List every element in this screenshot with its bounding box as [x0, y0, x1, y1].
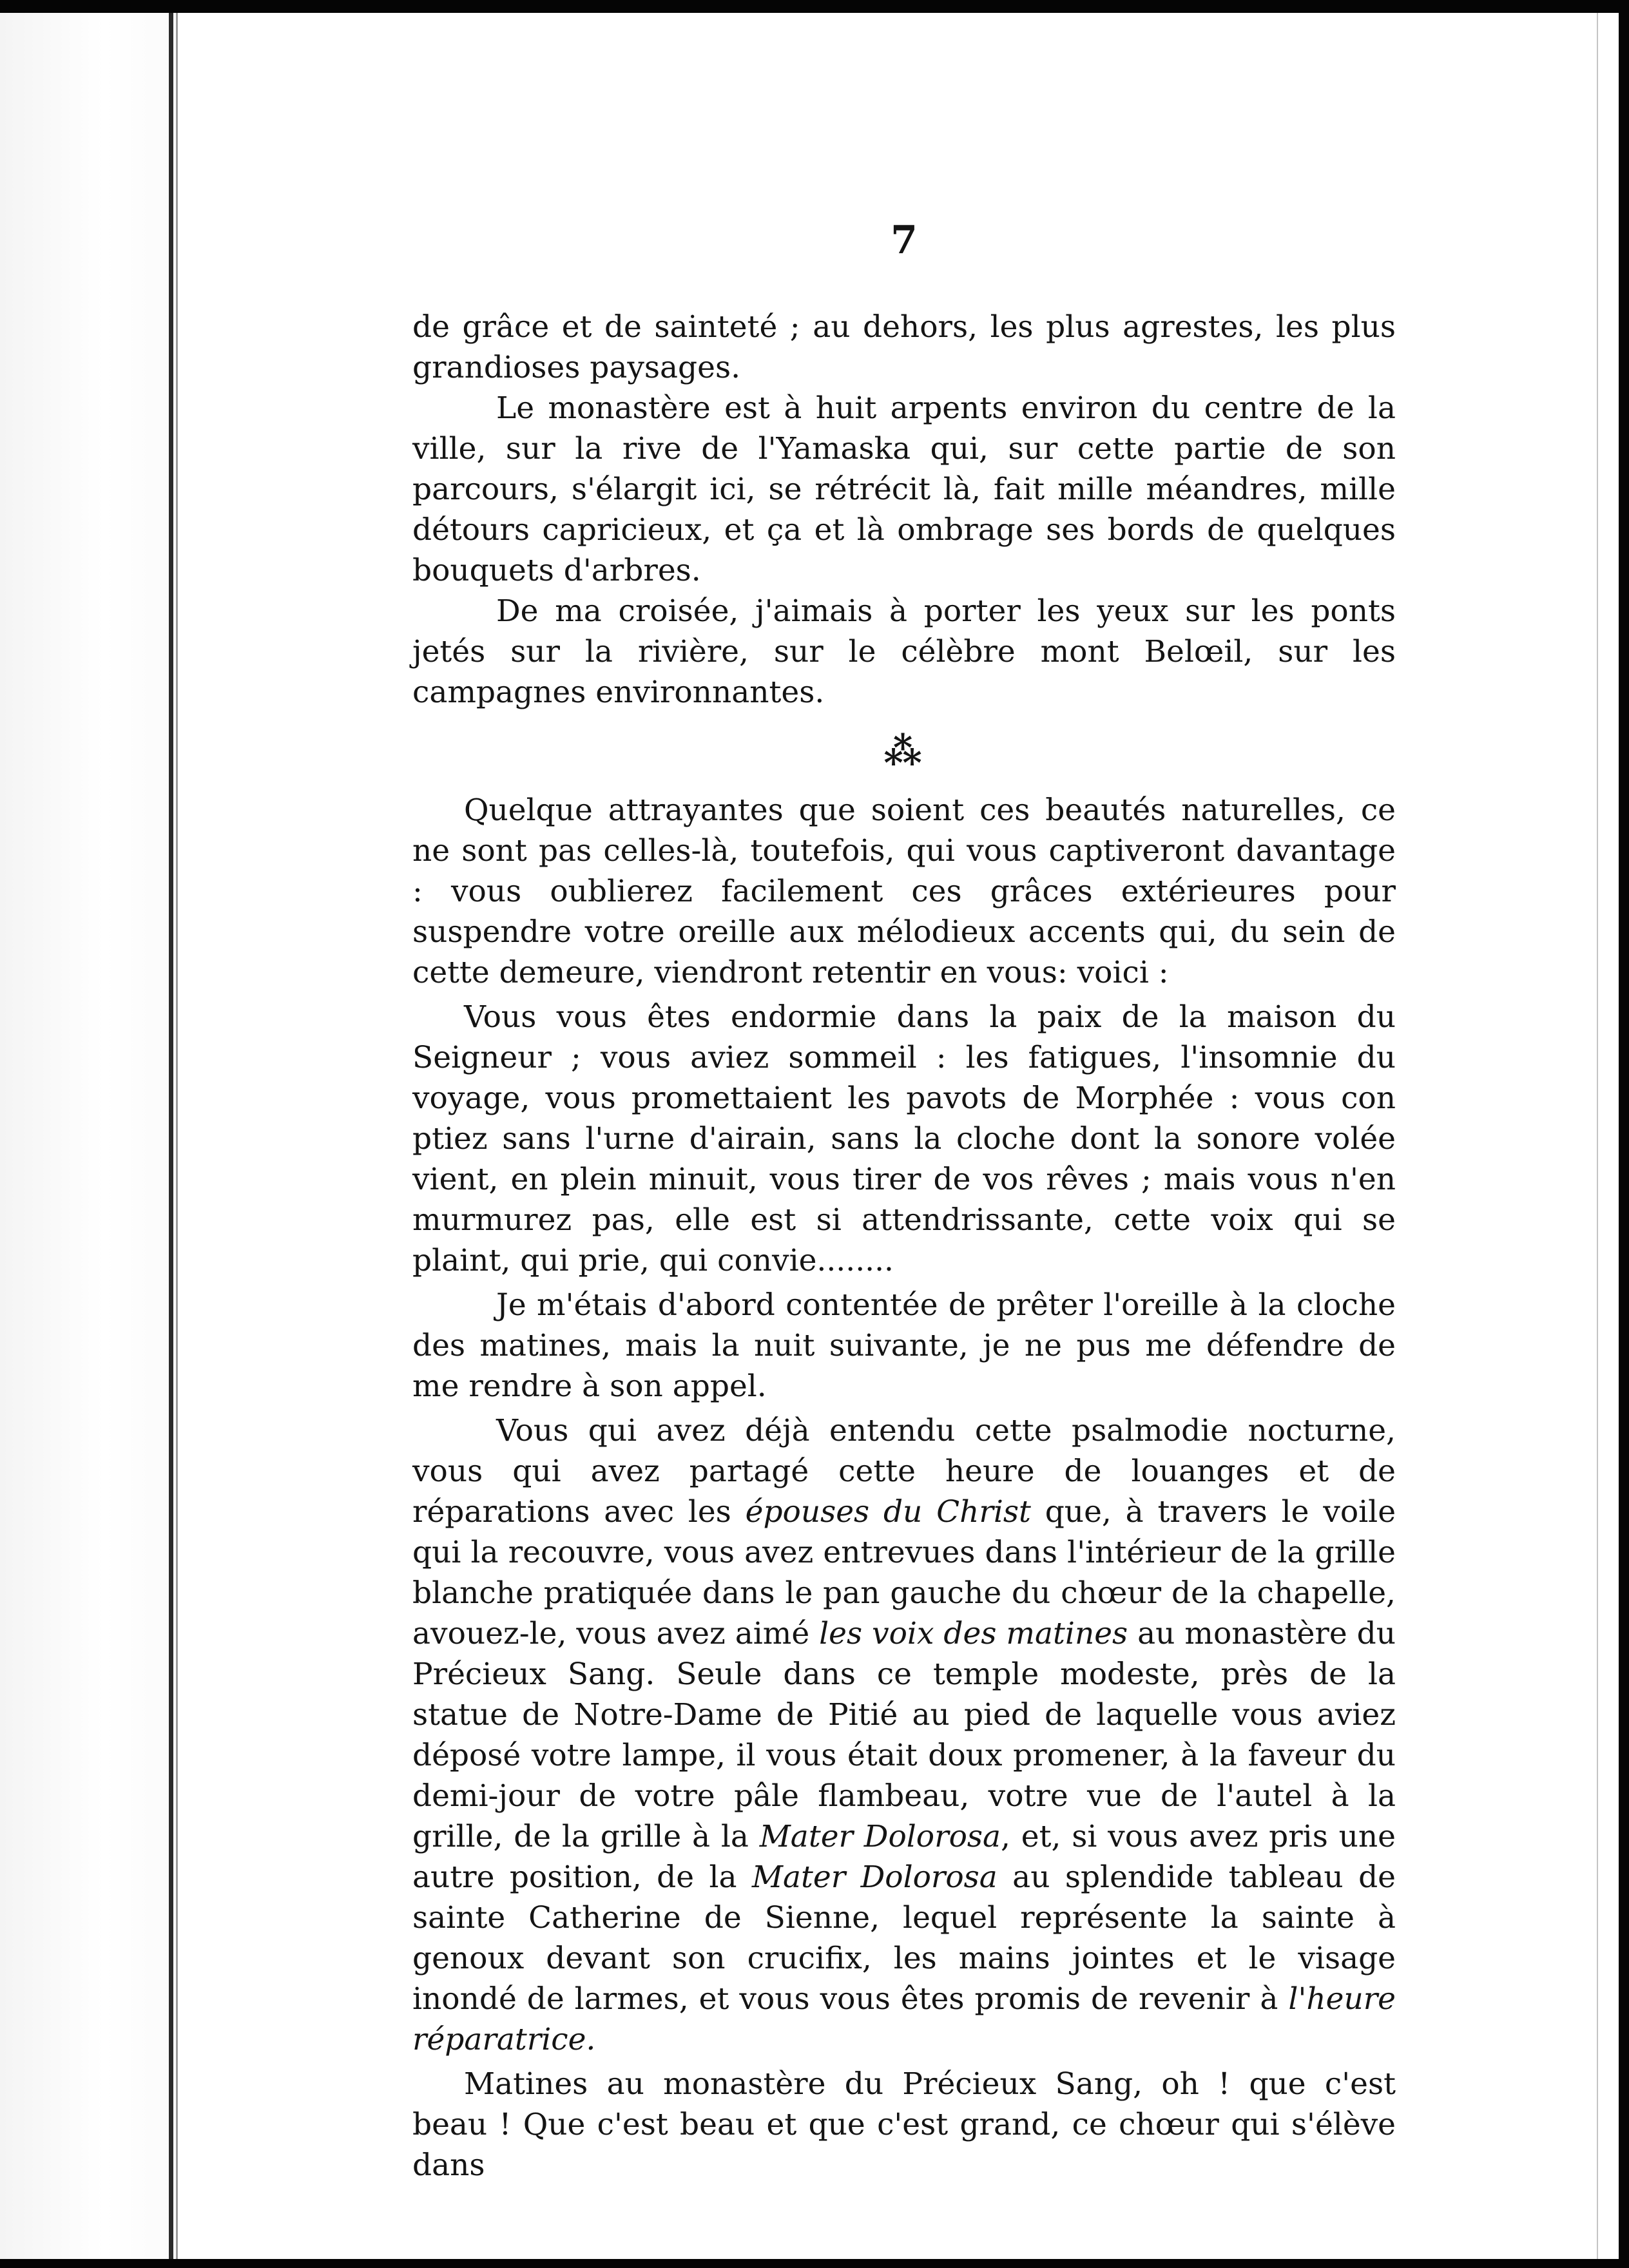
text-run: Le monastère est à huit arpents environ du centre de la ville, sur la rive de l'Yamaska qui, sur cette partie de son parcours, s'élargit ici, se rétrécit là, fait mille méandres, mille détours capricieux, et ça et là ombrage ses bords de quelques bouquets d'arbres. [412, 390, 1396, 588]
paragraph [412, 388, 1396, 591]
paragraph [412, 1410, 1396, 2060]
section-asterism: ⁂ [883, 729, 925, 773]
page-text-block [412, 219, 1396, 2186]
gutter-shadow [0, 0, 173, 2268]
italic-text: épouses du Christ [745, 1494, 1031, 1530]
scan-border-top [0, 0, 1629, 13]
italic-text: les voix des matines [819, 1616, 1128, 1651]
binding-edge [169, 13, 173, 2259]
text-run: que, à travers le voile qui la recouvre, vous avez entrevues dans l'intérieur de la grille blanche pratiquée dans le pan gauche du chœur de la chapelle, avouez-le, vous avez aimé [412, 1494, 1396, 1651]
text-run: Vous vous êtes endormie dans la paix de la maison du Seigneur ; vous aviez sommeil : les fatigues, l'insomnie du voyage, vous promettaient les pavots de Morphée : vous con ptiez sans l'urne d'airain, sans la cloche dont la sonore volée vient, en plein minuit, vous tirer de vos rêves ; mais vous n'en murmurez pas, elle est si attendrissante, cette voix qui se plaint, qui prie, qui convie........ [412, 999, 1396, 1278]
text-run: au monastère du Précieux Sang. Seule dans ce temple modeste, près de la statue de Notre-Dame de Pitié au pied de laquelle vous aviez déposé votre lampe, il vous était doux promener, à la faveur du demi-jour de votre pâle flambeau, votre vue de l'autel à la grille, de la grille à la [412, 1616, 1396, 1854]
paragraph [412, 1285, 1396, 1407]
text-run: Matines au monastère du Précieux Sang, oh ! que c'est beau ! Que c'est beau et que c'est grand, ce chœur qui s'élève dans [412, 2066, 1396, 2183]
text-run: De ma croisée, j'aimais à porter les yeux sur les ponts jetés sur la rivière, sur le célèbre mont Belœil, sur les campagnes environnantes. [412, 593, 1396, 710]
italic-text: Mater Dolorosa [759, 1819, 1001, 1854]
page-fold-line [1597, 13, 1598, 2259]
italic-text: l'heure réparatrice. [412, 1981, 1396, 2057]
scan-border-bottom [0, 2259, 1629, 2268]
text-run: Je m'étais d'abord contentée de prêter l'oreille à la cloche des matines, mais la nuit suivante, je ne pus me défendre de me rendre à son appel. [412, 1287, 1396, 1404]
text-run: Vous qui avez déjà entendu cette psalmodie nocturne, vous qui avez partagé cette heure de louanges et de réparations avec les [412, 1413, 1396, 1530]
paragraph [412, 997, 1396, 1281]
text-run: au splendide tableau de sainte Catherine de Sienne, lequel représente la sainte à genoux devant son crucifix, les mains jointes et le visage inondé de larmes, et vous vous êtes promis de revenir à [412, 1860, 1396, 2017]
paragraph [412, 591, 1396, 713]
binding-edge-inner [176, 13, 178, 2259]
text-run: de grâce et de sainteté ; au dehors, les plus agrestes, les plus grandioses paysages. [412, 309, 1396, 385]
paragraph [412, 790, 1396, 993]
page-number: 7 [891, 218, 918, 263]
scan-border-right [1619, 0, 1629, 2268]
paragraph [412, 307, 1396, 388]
italic-text: Mater Dolorosa [751, 1860, 998, 1895]
text-run: , et, si vous avez pris une autre position, de la [412, 1819, 1396, 1895]
text-run: Quelque attrayantes que soient ces beautés naturelles, ce ne sont pas celles-là, toutefois, qui vous captiveront davantage : vous oublierez facilement ces grâces extérieures pour suspendre votre oreille aux mélodieux accents qui, du sein de cette demeure, viendront retentir en vous: voici : [412, 793, 1396, 990]
paragraph [412, 2064, 1396, 2186]
